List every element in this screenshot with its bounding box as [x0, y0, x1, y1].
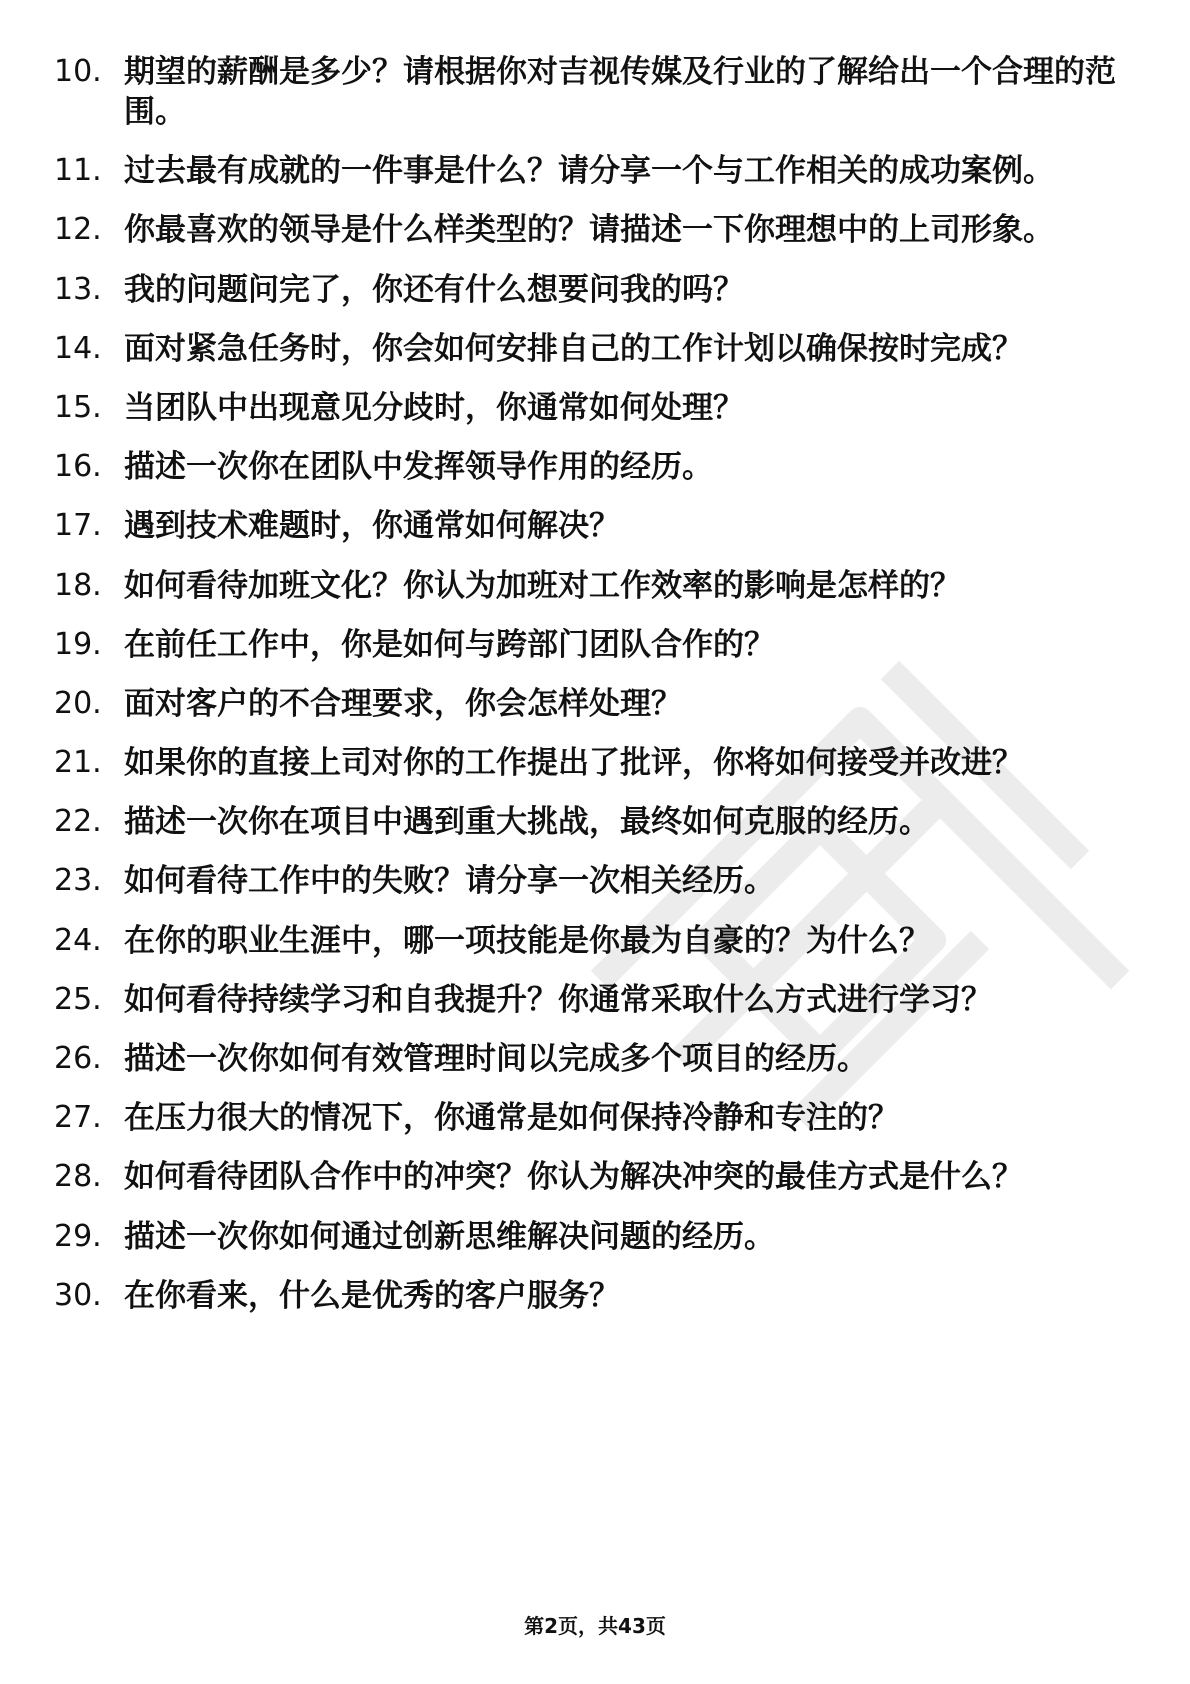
- question-item: [54, 1217, 1124, 1257]
- question-item: [54, 980, 1124, 1020]
- question-number: 21.: [54, 745, 102, 781]
- question-number: 19.: [54, 626, 102, 662]
- question-text: 面对客户的不合理要求，你会怎样处理？: [124, 685, 682, 722]
- question-text: 当团队中出现意见分歧时，你通常如何处理？: [124, 389, 744, 426]
- question-number: 14.: [54, 330, 102, 366]
- question-number: 25.: [54, 981, 102, 1017]
- question-number: 30.: [54, 1277, 102, 1313]
- question-item: [54, 210, 1124, 250]
- question-text: 我的问题问完了，你还有什么想要问我的吗？: [124, 271, 744, 308]
- question-text: 描述一次你如何通过创新思维解决问题的经历。: [124, 1218, 775, 1255]
- question-text: 期望的薪酬是多少？请根据你对吉视传媒及行业的了解给出一个合理的范围。: [124, 54, 1116, 130]
- question-number: 27.: [54, 1100, 102, 1136]
- question-number: 24.: [54, 922, 102, 958]
- question-text: 如何看待团队合作中的冲突？你认为解决冲突的最佳方式是什么？: [124, 1159, 1023, 1196]
- question-number: 26.: [54, 1041, 102, 1076]
- question-number: 17.: [54, 508, 102, 544]
- page-indicator: 第2页，共43页: [524, 1614, 666, 1638]
- question-text: 描述一次你在项目中遇到重大挑战，最终如何克服的经历。: [124, 804, 930, 841]
- question-number: 15.: [54, 389, 102, 425]
- question-text: 遇到技术难题时，你通常如何解决？: [124, 508, 620, 545]
- question-text: 你最喜欢的领导是什么样类型的？请描述一下你理想中的上司形象。: [124, 212, 1054, 249]
- question-text: 在前任工作中，你是如何与跨部门团队合作的？: [124, 626, 775, 663]
- question-text: 描述一次你如何有效管理时间以完成多个项目的经历。: [124, 1041, 868, 1077]
- question-item: [54, 388, 1124, 428]
- question-item: [54, 1039, 1124, 1079]
- question-item: [54, 1276, 1124, 1316]
- question-number: 29.: [54, 1218, 102, 1254]
- question-item: [54, 743, 1124, 783]
- question-item: [54, 1098, 1124, 1138]
- question-number: 12.: [54, 212, 102, 248]
- question-item: [54, 921, 1124, 961]
- question-item: [54, 861, 1124, 901]
- question-text: 如何看待加班文化？你认为加班对工作效率的影响是怎样的？: [124, 567, 961, 604]
- question-number: 13.: [54, 271, 102, 307]
- question-text: 在你的职业生涯中，哪一项技能是你最为自豪的？为什么？: [124, 922, 930, 959]
- question-text: 如果你的直接上司对你的工作提出了批评，你将如何接受并改进？: [124, 745, 1023, 782]
- question-text: 过去最有成就的一件事是什么？请分享一个与工作相关的成功案例。: [124, 153, 1054, 190]
- question-text: 如何看待持续学习和自我提升？你通常采取什么方式进行学习？: [124, 981, 992, 1018]
- question-number: 16.: [54, 449, 102, 485]
- question-item: [54, 1157, 1124, 1197]
- question-item: [54, 625, 1124, 665]
- question-text: 在压力很大的情况下，你通常是如何保持冷静和专注的？: [124, 1100, 899, 1137]
- question-text: 面对紧急任务时，你会如何安排自己的工作计划以确保按时完成？: [124, 330, 1023, 367]
- question-item: [54, 52, 1124, 132]
- question-item: [54, 684, 1124, 724]
- question-list: [54, 52, 1124, 1335]
- question-item: [54, 802, 1124, 842]
- question-number: 10.: [54, 54, 102, 89]
- question-item: [54, 329, 1124, 369]
- question-number: 20.: [54, 685, 102, 721]
- question-item: [54, 151, 1124, 191]
- question-item: [54, 447, 1124, 487]
- question-number: 23.: [54, 863, 102, 899]
- question-number: 28.: [54, 1159, 102, 1195]
- question-text: 在你看来，什么是优秀的客户服务？: [124, 1277, 620, 1314]
- question-text: 如何看待工作中的失败？请分享一次相关经历。: [124, 863, 775, 900]
- question-item: [54, 566, 1124, 606]
- question-number: 22.: [54, 804, 102, 840]
- question-number: 11.: [54, 153, 102, 189]
- question-text: 描述一次你在团队中发挥领导作用的经历。: [124, 449, 713, 486]
- question-number: 18.: [54, 567, 102, 603]
- question-item: [54, 270, 1124, 310]
- question-item: [54, 506, 1124, 546]
